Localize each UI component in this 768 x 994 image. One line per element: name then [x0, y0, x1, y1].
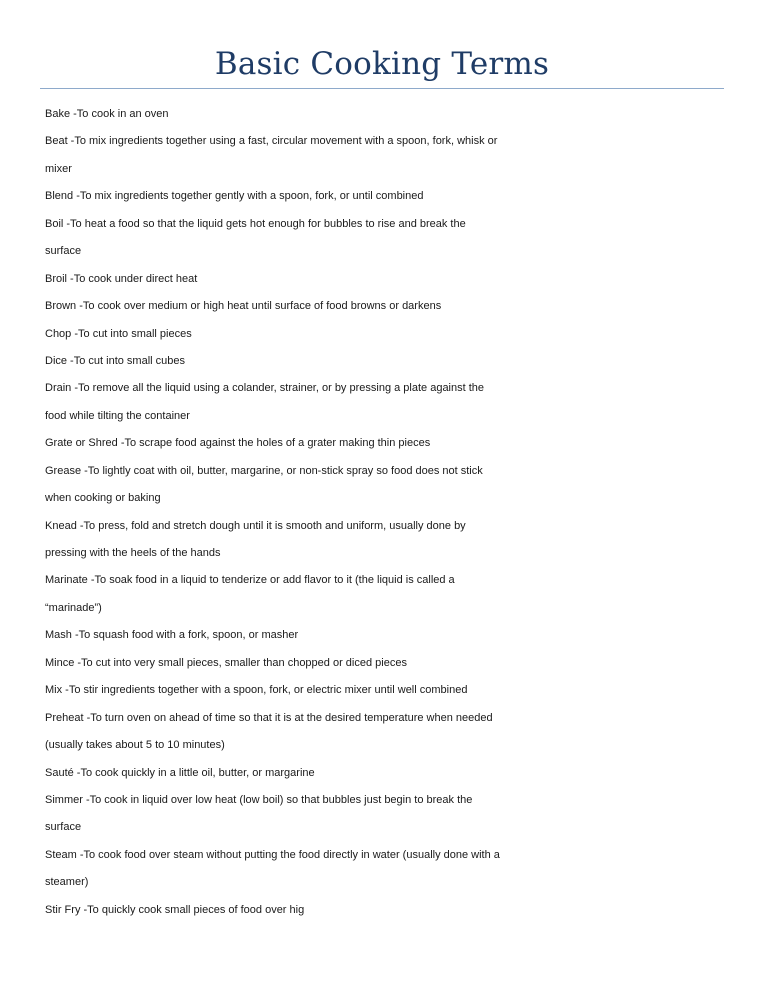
title-underline: [40, 88, 724, 89]
term-line: Marinate -To soak food in a liquid to tenderize or add flavor to it (the liquid is called a: [45, 574, 455, 587]
term-line: (usually takes about 5 to 10 minutes): [45, 739, 225, 752]
term-line: surface: [45, 245, 82, 258]
term-line: when cooking or baking: [45, 492, 161, 505]
term-line: steamer): [45, 876, 89, 889]
term-line: Preheat -To turn oven on ahead of time so that it is at the desired temperature when needed: [45, 711, 493, 724]
term-line: Steam -To cook food over steam without putting the food directly in water (usually done with a: [45, 848, 500, 861]
cooking-terms-list: [45, 101, 545, 924]
term-line: Broil -To cook under direct heat: [45, 272, 198, 285]
term-line: Mix -To stir ingredients together with a spoon, fork, or electric mixer until well combined: [45, 684, 468, 697]
term-line: Blend -To mix ingredients together gently with a spoon, fork, or until combined: [45, 190, 424, 203]
term-line: “marinade”): [45, 601, 102, 614]
term-line: Chop -To cut into small pieces: [45, 327, 192, 340]
term-line: Sauté -To cook quickly in a little oil, butter, or margarine: [45, 766, 315, 779]
term-line: Beat -To mix ingredients together using a fast, circular movement with a spoon, fork, whisk or: [45, 135, 498, 148]
term-line: Mince -To cut into very small pieces, smaller than chopped or diced pieces: [45, 656, 407, 669]
term-line: Brown -To cook over medium or high heat until surface of food browns or darkens: [45, 300, 442, 313]
term-line: Grease -To lightly coat with oil, butter, margarine, or non-stick spray so food does not stick: [45, 464, 483, 477]
term-line: Drain -To remove all the liquid using a colander, strainer, or by pressing a plate against the: [45, 382, 485, 395]
term-line: Grate or Shred -To scrape food against the holes of a grater making thin pieces: [45, 437, 431, 450]
term-line: Simmer -To cook in liquid over low heat (low boil) so that bubbles just begin to break the: [45, 793, 473, 806]
term-line: pressing with the heels of the hands: [45, 547, 221, 559]
term-line: mixer: [45, 162, 72, 175]
term-line: surface: [45, 821, 82, 834]
term-line: Bake -To cook in an oven: [45, 108, 169, 120]
term-line: food while tilting the container: [45, 409, 190, 422]
term-line: Stir Fry -To quickly cook small pieces of food over hig: [45, 903, 305, 916]
page-title: Basic Cooking Terms: [214, 46, 550, 82]
term-line: Knead -To press, fold and stretch dough until it is smooth and uniform, usually done by: [45, 519, 466, 532]
term-line: Mash -To squash food with a fork, spoon, or masher: [45, 629, 299, 642]
term-line: Dice -To cut into small cubes: [45, 354, 185, 367]
term-line: Boil -To heat a food so that the liquid gets hot enough for bubbles to rise and break the: [45, 217, 466, 230]
